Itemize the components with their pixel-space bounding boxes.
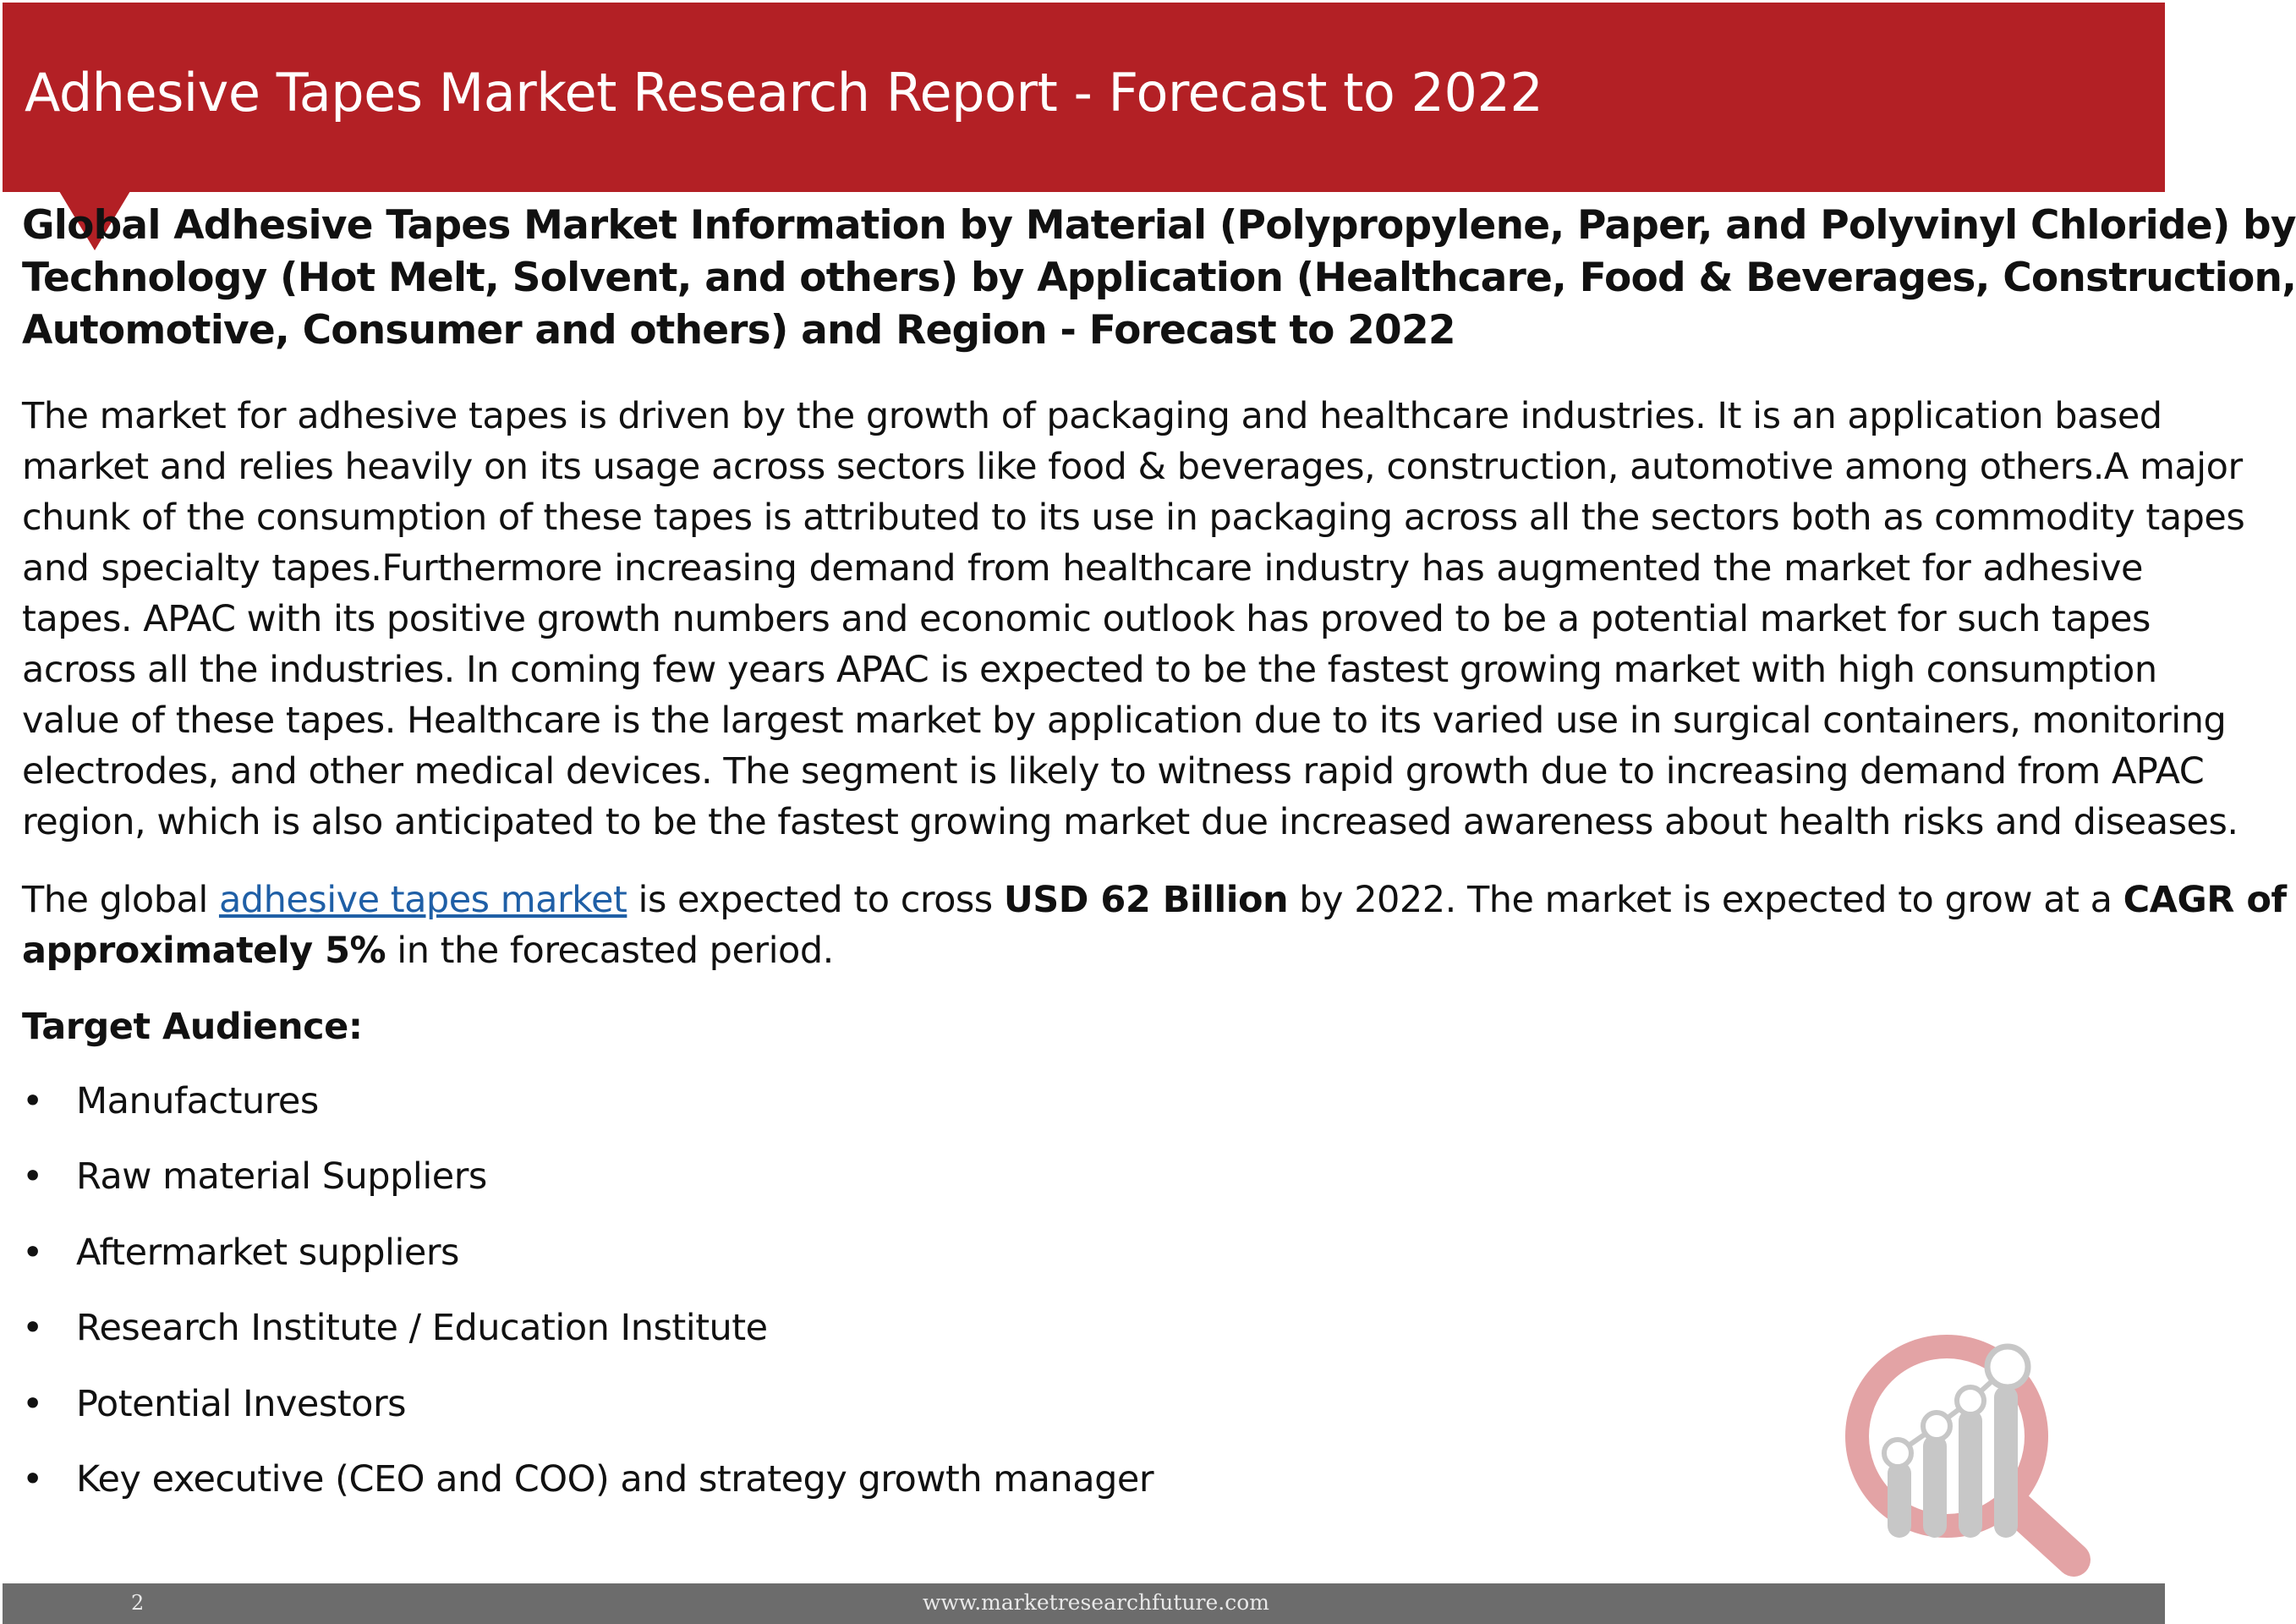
heading-line: Automotive, Consumer and others) and Region - Forecast to 2022 [22, 307, 1455, 354]
description-line: across all the industries. In coming few years APAC is expected to be the fastest growing market with high consumption [22, 649, 2157, 691]
target-audience-list [22, 1076, 1153, 1529]
website-url: www.marketresearchfuture.com [923, 1590, 1270, 1615]
cagr-value: approximately 5% [22, 930, 386, 972]
summary-line-2 [22, 925, 2143, 976]
market-value: USD 62 Billion [1003, 879, 1289, 921]
description-line: region, which is also anticipated to be the fastest growing market due increased awareness about health risks and diseases. [22, 801, 2238, 843]
heading-line: Global Adhesive Tapes Market Information by Material (Polypropylene, Paper, and Polyvinyl Chloride) by [22, 202, 2296, 249]
summary-suffix: in the forecasted period. [386, 930, 834, 972]
description-line: value of these tapes. Healthcare is the largest market by application due to its varied use in surgical containers, monitoring [22, 700, 2227, 742]
description-line: and specialty tapes.Furthermore increasing demand from healthcare industry has augmented the market for adhesive [22, 547, 2143, 590]
market-description [22, 391, 2245, 848]
list-item-label: Raw material Suppliers [76, 1155, 487, 1199]
adhesive-tapes-market-link[interactable]: adhesive tapes market [218, 879, 627, 921]
target-audience-label: Target Audience: [22, 1006, 363, 1048]
description-line: chunk of the consumption of these tapes is attributed to its use in packaging across all the sectors both as commodity tapes [22, 497, 2245, 539]
list-item [22, 1379, 1153, 1454]
summary-middle: is expected to cross [627, 879, 1004, 921]
list-item [22, 1303, 1153, 1378]
analytics-magnifier-logo-icon [1820, 1326, 2099, 1572]
title-banner [3, 3, 2165, 192]
market-summary [22, 875, 2287, 976]
summary-prefix: The global [22, 879, 219, 921]
report-title: Adhesive Tapes Market Research Report - Forecast to 2022 [25, 62, 1543, 123]
list-item-label: Manufactures [76, 1080, 319, 1122]
footer-bar [3, 1583, 2165, 1624]
bullet-icon: • [22, 1307, 43, 1350]
list-item-label: Aftermarket suppliers [76, 1231, 459, 1274]
description-line: market and relies heavily on its usage across sectors like food & beverages, construction, automotive among others.A major [22, 446, 2243, 488]
bullet-icon: • [22, 1457, 43, 1501]
list-item [22, 1227, 1153, 1303]
description-line: tapes. APAC with its positive growth numbers and economic outlook has proved to be a potential market for such tapes [22, 598, 2151, 640]
description-line: electrodes, and other medical devices. The segment is likely to witness rapid growth due to increasing demand from APAC [22, 750, 2205, 793]
bullet-icon: • [22, 1382, 43, 1425]
summary-line-1 [22, 875, 2287, 925]
list-item [22, 1454, 1153, 1529]
cagr-label: CAGR of [2123, 879, 2287, 921]
bullet-icon: • [22, 1155, 43, 1199]
list-item-label: Potential Investors [76, 1382, 407, 1425]
summary-after-value: by 2022. The market is expected to grow at a [1288, 879, 2123, 921]
description-line: The market for adhesive tapes is driven by the growth of packaging and healthcare industries. It is an application based [22, 395, 2162, 437]
report-heading [22, 200, 2296, 357]
list-item [22, 1076, 1153, 1151]
heading-line: Technology (Hot Melt, Solvent, and others) by Application (Healthcare, Food & Beverages, Construction, [22, 255, 2296, 301]
page-number: 2 [131, 1591, 145, 1615]
list-item [22, 1151, 1153, 1226]
list-item-label: Key executive (CEO and COO) and strategy growth manager [76, 1457, 1154, 1501]
bullet-icon: • [22, 1231, 43, 1274]
list-item-label: Research Institute / Education Institute [76, 1307, 768, 1350]
bullet-icon: • [22, 1080, 43, 1122]
